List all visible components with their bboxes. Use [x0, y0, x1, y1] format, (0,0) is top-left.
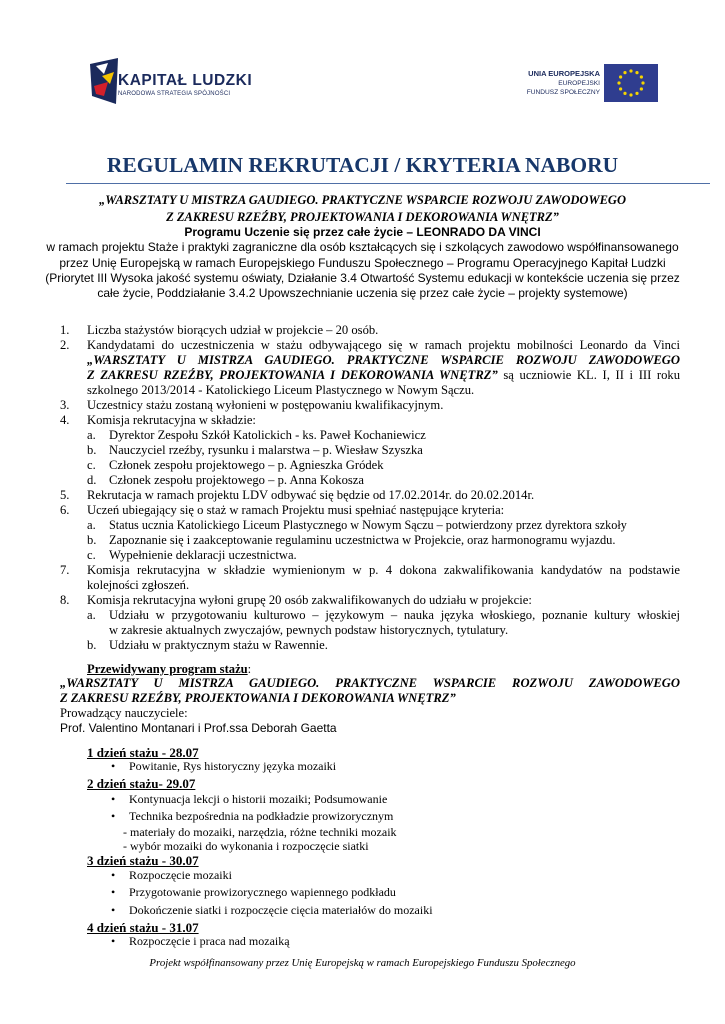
eu-star	[640, 75, 643, 78]
day-2-subitem-2: - wybór mozaiki do wykonania i rozpoczęcie siatki	[123, 839, 369, 853]
program-name: Programu Uczenie się przez całe życie – LEONRADO DA VINCI	[184, 225, 541, 239]
day-3-item-1: Rozpoczęcie mozaiki	[129, 868, 232, 882]
page-footer: Projekt współfinansowany przez Unię Europejską w ramach Europejskiego Funduszu Społecznego	[149, 957, 576, 969]
list-number: 3.	[60, 398, 70, 412]
intro-line2: przez Unię Europejską w ramach Europejskiego Funduszu Społecznego – Programu Operacyjnego Kapitał Ludzki	[59, 256, 666, 270]
eu-star	[623, 92, 626, 95]
eu-star	[623, 71, 626, 74]
list-item-5: Rekrutacja w ramach projektu LDV odbywać się będzie od 17.02.2014r. do 20.02.2014r.	[87, 488, 535, 502]
list-number: 1.	[60, 323, 70, 337]
intro-line3: (Priorytet III Wysoka jakość systemu oświaty, Działanie 3.4 Otwartość Systemu edukacji w kontekście uczenia się przez	[45, 271, 680, 285]
program-project-line2: Z ZAKRESU RZEŹBY, PROJEKTOWANIA I DEKOROWANIA WNĘTRZ”	[60, 691, 456, 705]
sub-letter: c.	[87, 458, 96, 472]
day-3-item-2: Przygotowanie prowizorycznego wapiennego podkładu	[129, 885, 396, 899]
list-item-6b: Zapoznanie się i zaakceptowanie regulaminu uczestnictwa w Projekcie, oraz harmonogramu wyjazdu.	[109, 533, 616, 547]
day-3-heading: 3 dzień stażu - 30.07	[87, 853, 199, 868]
eu-star	[617, 81, 620, 84]
list-item-8a-line1: Udziału w przygotowaniu kulturowo – językowym – nauka języka włoskiego, poznanie kultury włoskiej	[109, 608, 680, 622]
eu-star	[629, 93, 632, 96]
bullet-icon: •	[111, 792, 116, 806]
day-1-heading: 1 dzień stażu - 28.07	[87, 745, 199, 760]
list-item-8b: Udziału w praktycznym stażu w Rawennie.	[109, 638, 328, 652]
list-item-6a: Status ucznia Katolickiego Liceum Plastycznego w Nowym Sączu – potwierdzony przez dyrektora szkoły	[109, 518, 627, 532]
day-1-item-1: Powitanie, Rys historyczny języka mozaiki	[129, 759, 337, 773]
list-item-8: Komisja rekrutacyjna wyłoni grupę 20 osób zakwalifikowanych do udziału w projekcie:	[87, 593, 532, 607]
list-item-4d: Członek zespołu projektowego – p. Anna Kokosza	[109, 473, 364, 487]
sub-letter: d.	[87, 473, 97, 487]
list-item-2-line1: Kandydatami do uczestniczenia w stażu odbywającego się w ramach projektu mobilności Leonardo da Vinci	[87, 338, 680, 352]
day-2-item-2: Technika bezpośrednia na podkładzie prowizorycznym	[129, 809, 394, 823]
day-3-item-3: Dokończenie siatki i rozpoczęcie cięcia materiałów do mozaiki	[129, 903, 433, 917]
program-project-line1: „WARSZTATY U MISTRZA GAUDIEGO. PRAKTYCZNE WSPARCIE ROZWOJU ZAWODOWEGO	[60, 676, 680, 690]
list-item-4c: Członek zespołu projektowego – p. Agnieszka Gródek	[109, 458, 384, 472]
list-item-7-line1: Komisja rekrutacyjna w składzie wymienionym w p. 4 dokona zakwalifikowania kandydatów na podstawie	[87, 563, 680, 577]
eu-star	[619, 75, 622, 78]
project-name-line2: Z ZAKRESU RZEŹBY, PROJEKTOWANIA I DEKOROWANIA WNĘTRZ”	[166, 210, 559, 224]
sub-letter: a.	[87, 608, 96, 622]
bullet-icon: •	[111, 903, 116, 917]
title-divider	[66, 183, 710, 184]
day-2-heading: 2 dzień stażu- 29.07	[87, 776, 196, 791]
eu-star	[641, 81, 644, 84]
sub-letter: b.	[87, 533, 97, 547]
program-heading-colon: :	[247, 662, 252, 676]
list-item-6: Uczeń ubiegający się o staż w ramach Projektu musi spełniać następujące kryteria:	[87, 503, 505, 517]
list-item-7-line2: kolejności zgłoszeń.	[87, 578, 190, 592]
eu-logo-line2: EUROPEJSKI	[558, 80, 600, 87]
list-number: 5.	[60, 488, 70, 502]
list-item-3: Uczestnicy stażu zostaną wyłonieni w postępowaniu kwalifikacyjnym.	[87, 398, 444, 412]
bullet-icon: •	[111, 934, 116, 948]
eu-star	[619, 87, 622, 90]
list-item-2-line2: „WARSZTATY U MISTRZA GAUDIEGO. PRAKTYCZNE WSPARCIE ROZWOJU ZAWODOWEGO	[87, 353, 680, 367]
bullet-icon: •	[111, 868, 116, 882]
sub-letter: a.	[87, 518, 96, 532]
kl-logo-subtitle: NARODOWA STRATEGIA SPÓJNOŚCI	[118, 91, 231, 97]
eu-star	[635, 92, 638, 95]
bullet-icon: •	[111, 885, 116, 899]
sub-letter: b.	[87, 443, 97, 457]
list-item-8a-line2: w zakresie aktualnych zwyczajów, pewnych podstaw historycznych, tytulatury.	[109, 623, 509, 637]
program-heading	[87, 662, 251, 677]
list-number: 4.	[60, 413, 70, 427]
eu-logo-line3: FUNDUSZ SPOŁECZNY	[526, 89, 600, 96]
list-item-4a: Dyrektor Zespołu Szkół Katolickich - ks. Paweł Kochaniewicz	[109, 428, 426, 442]
list-number: 6.	[60, 503, 70, 517]
project-name-line1: „WARSZTATY U MISTRZA GAUDIEGO. PRAKTYCZNE WSPARCIE ROZWOJU ZAWODOWEGO	[99, 193, 626, 207]
bullet-icon: •	[111, 809, 116, 823]
sub-letter: b.	[87, 638, 97, 652]
day-2-item-1: Kontynuacja lekcji o historii mozaiki; Podsumowanie	[129, 792, 388, 806]
eu-logo-line1: UNIA EUROPEJSKA	[528, 69, 600, 78]
list-item-2-line3	[87, 368, 680, 383]
teachers-label: Prowadzący nauczyciele:	[60, 706, 188, 720]
list-item-4b: Nauczyciel rzeźby, rysunku i malarstwa – p. Wiesław Szyszka	[109, 443, 423, 457]
bullet-icon: •	[111, 759, 116, 773]
sub-letter: a.	[87, 428, 96, 442]
list-item-1: Liczba stażystów biorących udział w projekcie – 20 osób.	[87, 323, 379, 337]
intro-line4: całe życie, Poddziałanie 3.4.2 Upowszechnianie uczenia się przez całe życie – projekty systemowe)	[97, 286, 628, 300]
eu-star	[635, 71, 638, 74]
day-4-heading: 4 dzień stażu - 31.07	[87, 920, 199, 935]
list-item-2-line4: szkolnego 2013/2014 - Katolickiego Liceum Plastycznego w Nowym Sączu.	[87, 383, 475, 397]
list-item-4: Komisja rekrutacyjna w składzie:	[87, 413, 256, 427]
eu-star	[629, 69, 632, 72]
list-number: 2.	[60, 338, 70, 352]
list-number: 8.	[60, 593, 70, 607]
intro-line1: w ramach projektu Staże i praktyki zagraniczne dla osób kształcących się i szkolących zawodowo współfinansowanego	[46, 240, 679, 254]
kl-logo-title: KAPITAŁ LUDZKI	[118, 72, 253, 89]
list-item-6c: Wypełnienie deklaracji uczestnictwa.	[109, 548, 297, 562]
day-4-item-1: Rozpoczęcie i praca nad mozaiką	[129, 934, 290, 948]
program-heading-text: Przewidywany program stażu	[87, 662, 248, 676]
day-2-subitem-1: - materiały do mozaiki, narzędzia, różne techniki mozaik	[123, 825, 397, 839]
teachers-names: Prof. Valentino Montanari i Prof.ssa Deborah Gaetta	[60, 721, 337, 735]
eu-flag-icon	[604, 64, 658, 102]
page-title: REGULAMIN REKRUTACJI / KRYTERIA NABORU	[106, 153, 619, 177]
list-item-2-line3-rest: są uczniowie KL. I, II i III roku	[497, 368, 681, 382]
sub-letter: c.	[87, 548, 96, 562]
project-name-inline: Z ZAKRESU RZEŹBY, PROJEKTOWANIA I DEKOROWANIA WNĘTRZ”	[87, 368, 498, 382]
eu-star	[640, 87, 643, 90]
list-number: 7.	[60, 563, 70, 577]
